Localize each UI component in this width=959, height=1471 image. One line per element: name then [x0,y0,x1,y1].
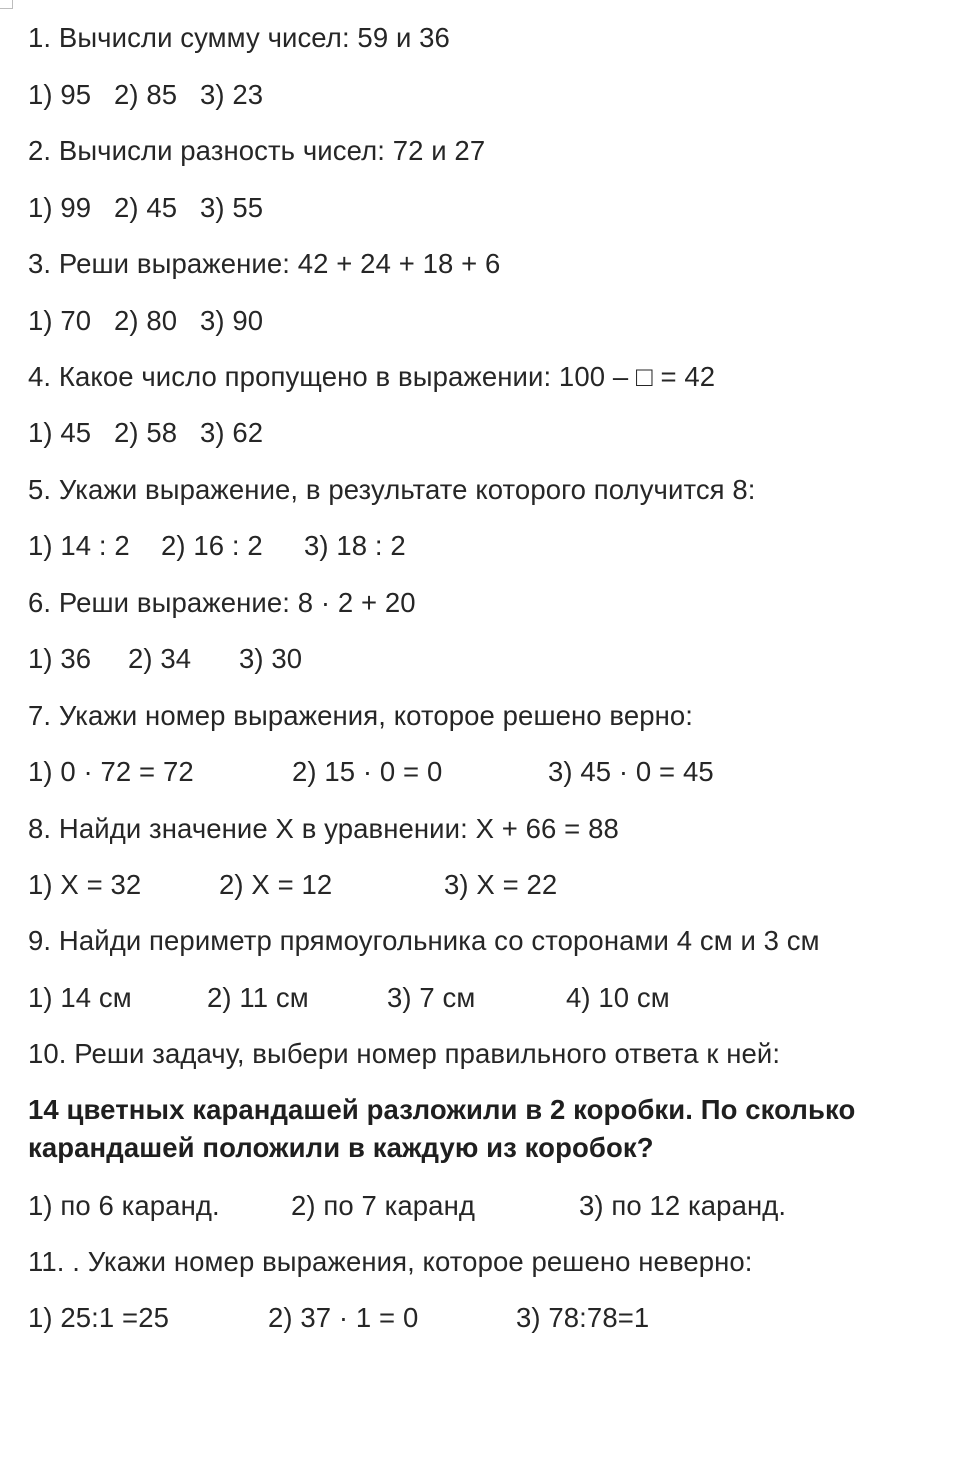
question-11-text: 11. . Укажи номер выражения, которое решено неверно: [28,1246,753,1277]
option-2: 2) 37 · 1 = 0 [268,1302,419,1333]
option-2: 2) 11 см [207,982,309,1013]
question-4-text: 4. Какое число пропущено в выражении: 100 – □ = 42 [28,361,716,392]
option-2: 2) Х = 12 [219,869,333,900]
option-1: 1) 36 [28,643,92,674]
question-6-text: 6. Реши выражение: 8 · 2 + 20 [28,587,416,618]
option-3: 3) 62 [200,417,264,448]
option-3: 3) 30 [239,643,303,674]
option-2: 2) 16 : 2 [161,530,263,561]
option-3: 3) 90 [200,305,264,336]
option-3: 3) 23 [200,79,264,110]
option-1: 1) 70 [28,305,92,336]
option-1: 1) 45 [28,417,92,448]
option-3: 3) Х = 22 [444,869,558,900]
option-2: 2) по 7 каранд [291,1190,476,1221]
page-corner-mark [0,0,13,9]
option-2: 2) 58 [114,417,178,448]
question-3-text: 3. Реши выражение: 42 + 24 + 18 + 6 [28,248,501,279]
question-7-text: 7. Укажи номер выражения, которое решено верно: [28,700,694,731]
question-2-text: 2. Вычисли разность чисел: 72 и 27 [28,135,486,166]
option-1: 1) 0 · 72 = 72 [28,756,194,787]
option-3: 3) 45 · 0 = 45 [548,756,714,787]
option-3: 3) 78:78=1 [516,1302,650,1333]
question-10-text: 10. Реши задачу, выбери номер правильного ответа к ней: [28,1038,781,1069]
question-9-text: 9. Найди периметр прямоугольника со сторонами 4 см и 3 см [28,925,820,956]
question-1-text: 1. Вычисли сумму чисел: 59 и 36 [28,22,450,53]
option-1: 1) Х = 32 [28,869,142,900]
option-1: 1) 25:1 =25 [28,1302,170,1333]
option-2: 2) 80 [114,305,178,336]
question-11-options [28,1301,650,1471]
question-10-problem: 14 цветных карандашей разложили в 2 коробки. По сколько карандашей положили в каждую из коробок? [28,1094,856,1163]
option-2: 2) 15 · 0 = 0 [292,756,443,787]
option-2: 2) 85 [114,79,178,110]
option-3: 3) 55 [200,192,264,223]
option-1: 1) 99 [28,192,92,223]
option-2: 2) 34 [128,643,192,674]
option-3: 3) 18 : 2 [304,530,406,561]
question-8-text: 8. Найди значение Х в уравнении: Х + 66 = 88 [28,813,619,844]
question-5-text: 5. Укажи выражение, в результате которого получится 8: [28,474,756,505]
option-1: 1) 14 : 2 [28,530,130,561]
option-1: 1) 95 [28,79,92,110]
option-3: 3) по 12 каранд. [579,1190,787,1221]
option-4: 4) 10 см [566,982,670,1013]
option-1: 1) 14 см [28,982,132,1013]
option-2: 2) 45 [114,192,178,223]
option-1: 1) по 6 каранд. [28,1190,220,1221]
option-3: 3) 7 см [387,982,476,1013]
